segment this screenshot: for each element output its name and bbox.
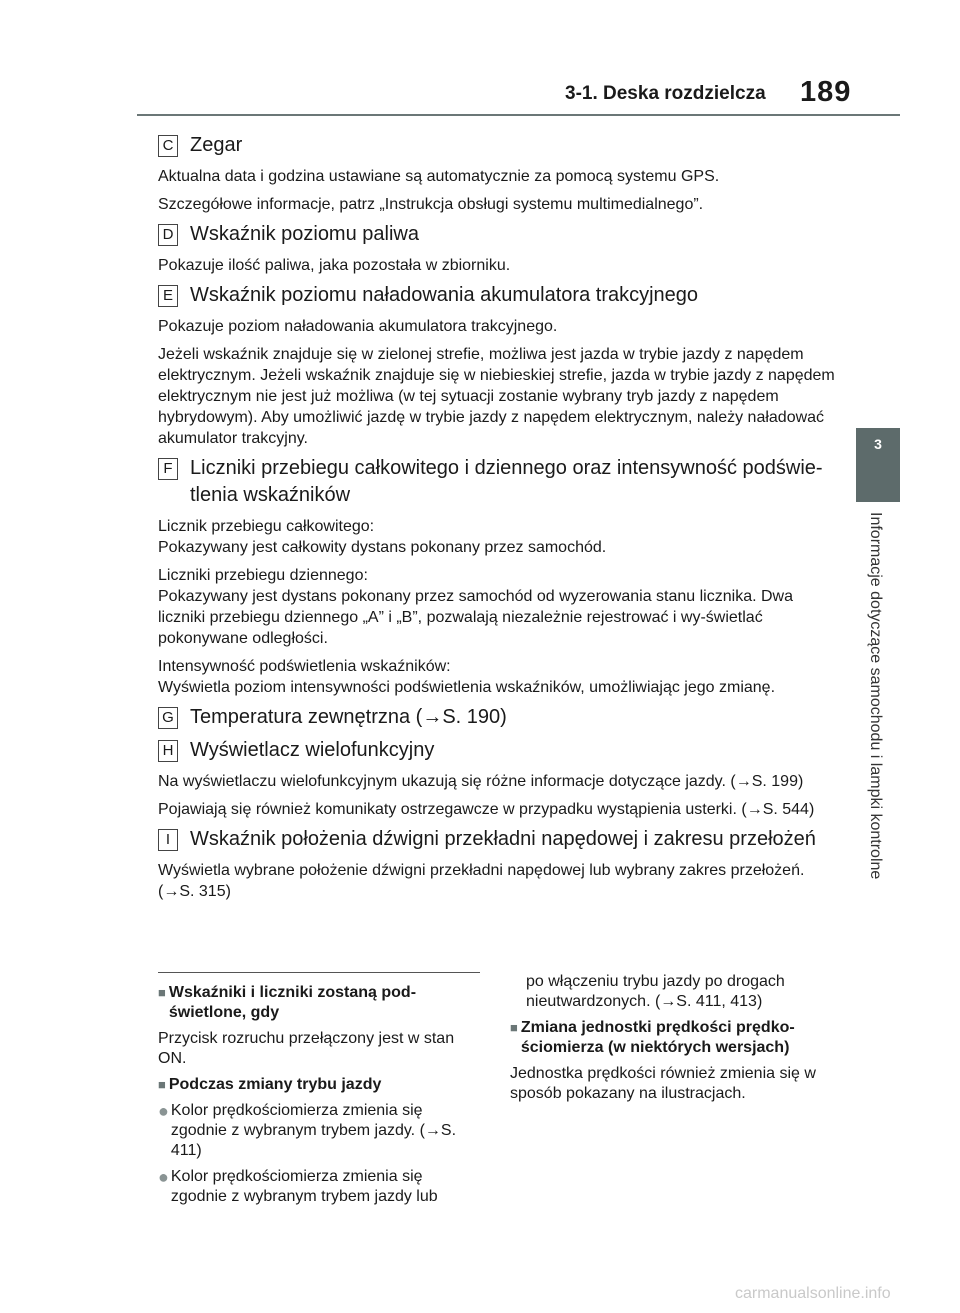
item-text [158, 516, 838, 558]
key-f: F [158, 458, 178, 480]
key-g: G [158, 707, 178, 729]
item-text: Na wyświetlaczu wielofunkcyjnym ukazują się różne informacje dotyczące jazdy. (→S. 199) [158, 773, 804, 790]
item-title-g: Temperatura zewnętrzna (→S. 190) [190, 706, 507, 728]
item-heading-h [158, 737, 838, 764]
key-e: E [158, 285, 178, 307]
item-text [158, 656, 838, 698]
item-heading-d [158, 221, 838, 248]
chapter-label: Informacje dotyczące samochodu i lampki kontrolne [867, 512, 884, 880]
item-heading-c [158, 132, 838, 159]
bullet-continuation: po włączeniu trybu jazdy po drogach nieutwardzonych. (→S. 411, 413) [526, 973, 785, 1010]
brightness-label: Intensywność podświetlenia wskaźników: [158, 658, 451, 675]
trip-text: Pokazywany jest dystans pokonany przez samochód od wyzerowania stanu licznika. Dwa liczniki przebiegu dziennego „A” i „B”, pozwalają niezależnie rejestrować i wy-świetlać pokonywane odległości. [158, 588, 793, 647]
key-c: C [158, 135, 178, 157]
key-h: H [158, 740, 178, 762]
square-bullet-icon: ■ [158, 985, 166, 1000]
bullet-text: Kolor prędkościomierza zmienia się zgodnie z wybranym trybem jazdy. (→S. 411) [170, 1102, 457, 1159]
key-i: I [158, 829, 178, 851]
item-heading-e [158, 282, 838, 309]
bullet-text: Kolor prędkościomierza zmienia się zgodnie z wybranym trybem jazdy lub [170, 1168, 438, 1205]
bullet-item [158, 1167, 480, 1207]
item-title-i: Wskaźnik położenia dźwigni przekładni napędowej i zakresu przełożeń [190, 828, 816, 850]
item-text: Wyświetla wybrane położenie dźwigni przekładni napędowej lub wybrany zakres przełożeń. (→S. 315) [158, 862, 805, 900]
note-title-3: Zmiana jednostki prędkości prędko-ściomierza (w niektórych wersjach) [520, 1019, 795, 1056]
note-text: Przycisk rozruchu przełączony jest w stan ON. [158, 1030, 455, 1067]
note-title-2: Podczas zmiany trybu jazdy [168, 1076, 382, 1093]
notes-left-column [158, 972, 480, 1207]
brightness-text: Wyświetla poziom intensywności podświetlenia wskaźników, umożliwiając jego zmianę. [158, 679, 776, 696]
odometer-text: Pokazywany jest całkowity dystans pokonany przez samochód. [158, 539, 607, 556]
note-heading [510, 1018, 830, 1058]
square-bullet-icon: ■ [158, 1077, 166, 1092]
item-text [158, 565, 838, 649]
note-heading [158, 983, 480, 1023]
round-bullet-icon: ● [158, 1101, 169, 1121]
item-list [158, 126, 838, 902]
trip-label: Liczniki przebiegu dziennego: [158, 567, 368, 584]
odometer-label: Licznik przebiegu całkowitego: [158, 518, 375, 535]
header-divider [137, 114, 900, 116]
item-heading-i [158, 826, 838, 853]
notes-divider [158, 972, 480, 973]
item-text: Szczegółowe informacje, patrz „Instrukcja obsługi systemu multimedialnego”. [158, 196, 704, 213]
item-text: Pojawiają się również komunikaty ostrzegawcze w przypadku wystąpienia usterki. (→S. 544) [158, 801, 815, 818]
item-text: Pokazuje ilość paliwa, jaka pozostała w zbiorniku. [158, 257, 511, 274]
item-title-d: Wskaźnik poziomu paliwa [190, 223, 419, 245]
notes-right-column [510, 972, 830, 1104]
item-heading-g [158, 704, 838, 731]
item-title-f: Liczniki przebiegu całkowitego i dziennego oraz intensywność podświe-tlenia wskaźników [190, 457, 823, 506]
item-text: Jeżeli wskaźnik znajduje się w zielonej strefie, możliwa jest jazda w trybie jazdy z napędem elektrycznym. Jeżeli wskaźnik znajduje się w niebieskiej strefie, jazda w trybie jazdy z napędem elektrycznym nie jest już możliwa (w tej sytuacji zostanie wybrany tryb jazdy z napędem hybrydowym). Aby umożliwić jazdę w trybie jazdy z napędem elektrycznym, należy naładować akumulator trakcyjny. [158, 346, 835, 447]
round-bullet-icon: ● [158, 1167, 169, 1187]
item-text: Aktualna data i godzina ustawiane są automatycznie za pomocą systemu GPS. [158, 168, 720, 185]
item-title-h: Wyświetlacz wielofunkcyjny [190, 739, 435, 761]
item-heading-f [158, 455, 838, 509]
bullet-item [158, 1101, 480, 1161]
section-title: 3-1. Deska rozdzielcza [565, 83, 766, 104]
chapter-tab: 3 [856, 428, 900, 502]
note-text: Jednostka prędkości również zmienia się w sposób pokazany na ilustracjach. [510, 1065, 816, 1102]
page-number: 189 [800, 76, 852, 108]
watermark: carmanualsonline.info [735, 1285, 891, 1302]
note-title-1: Wskaźniki i liczniki zostaną pod-świetlone, gdy [168, 984, 417, 1021]
item-text: Pokazuje poziom naładowania akumulatora trakcyjnego. [158, 318, 558, 335]
note-heading [158, 1075, 480, 1095]
key-d: D [158, 224, 178, 246]
square-bullet-icon: ■ [510, 1020, 518, 1035]
item-title-c: Zegar [190, 134, 243, 156]
item-title-e: Wskaźnik poziomu naładowania akumulatora trakcyjnego [190, 284, 699, 306]
